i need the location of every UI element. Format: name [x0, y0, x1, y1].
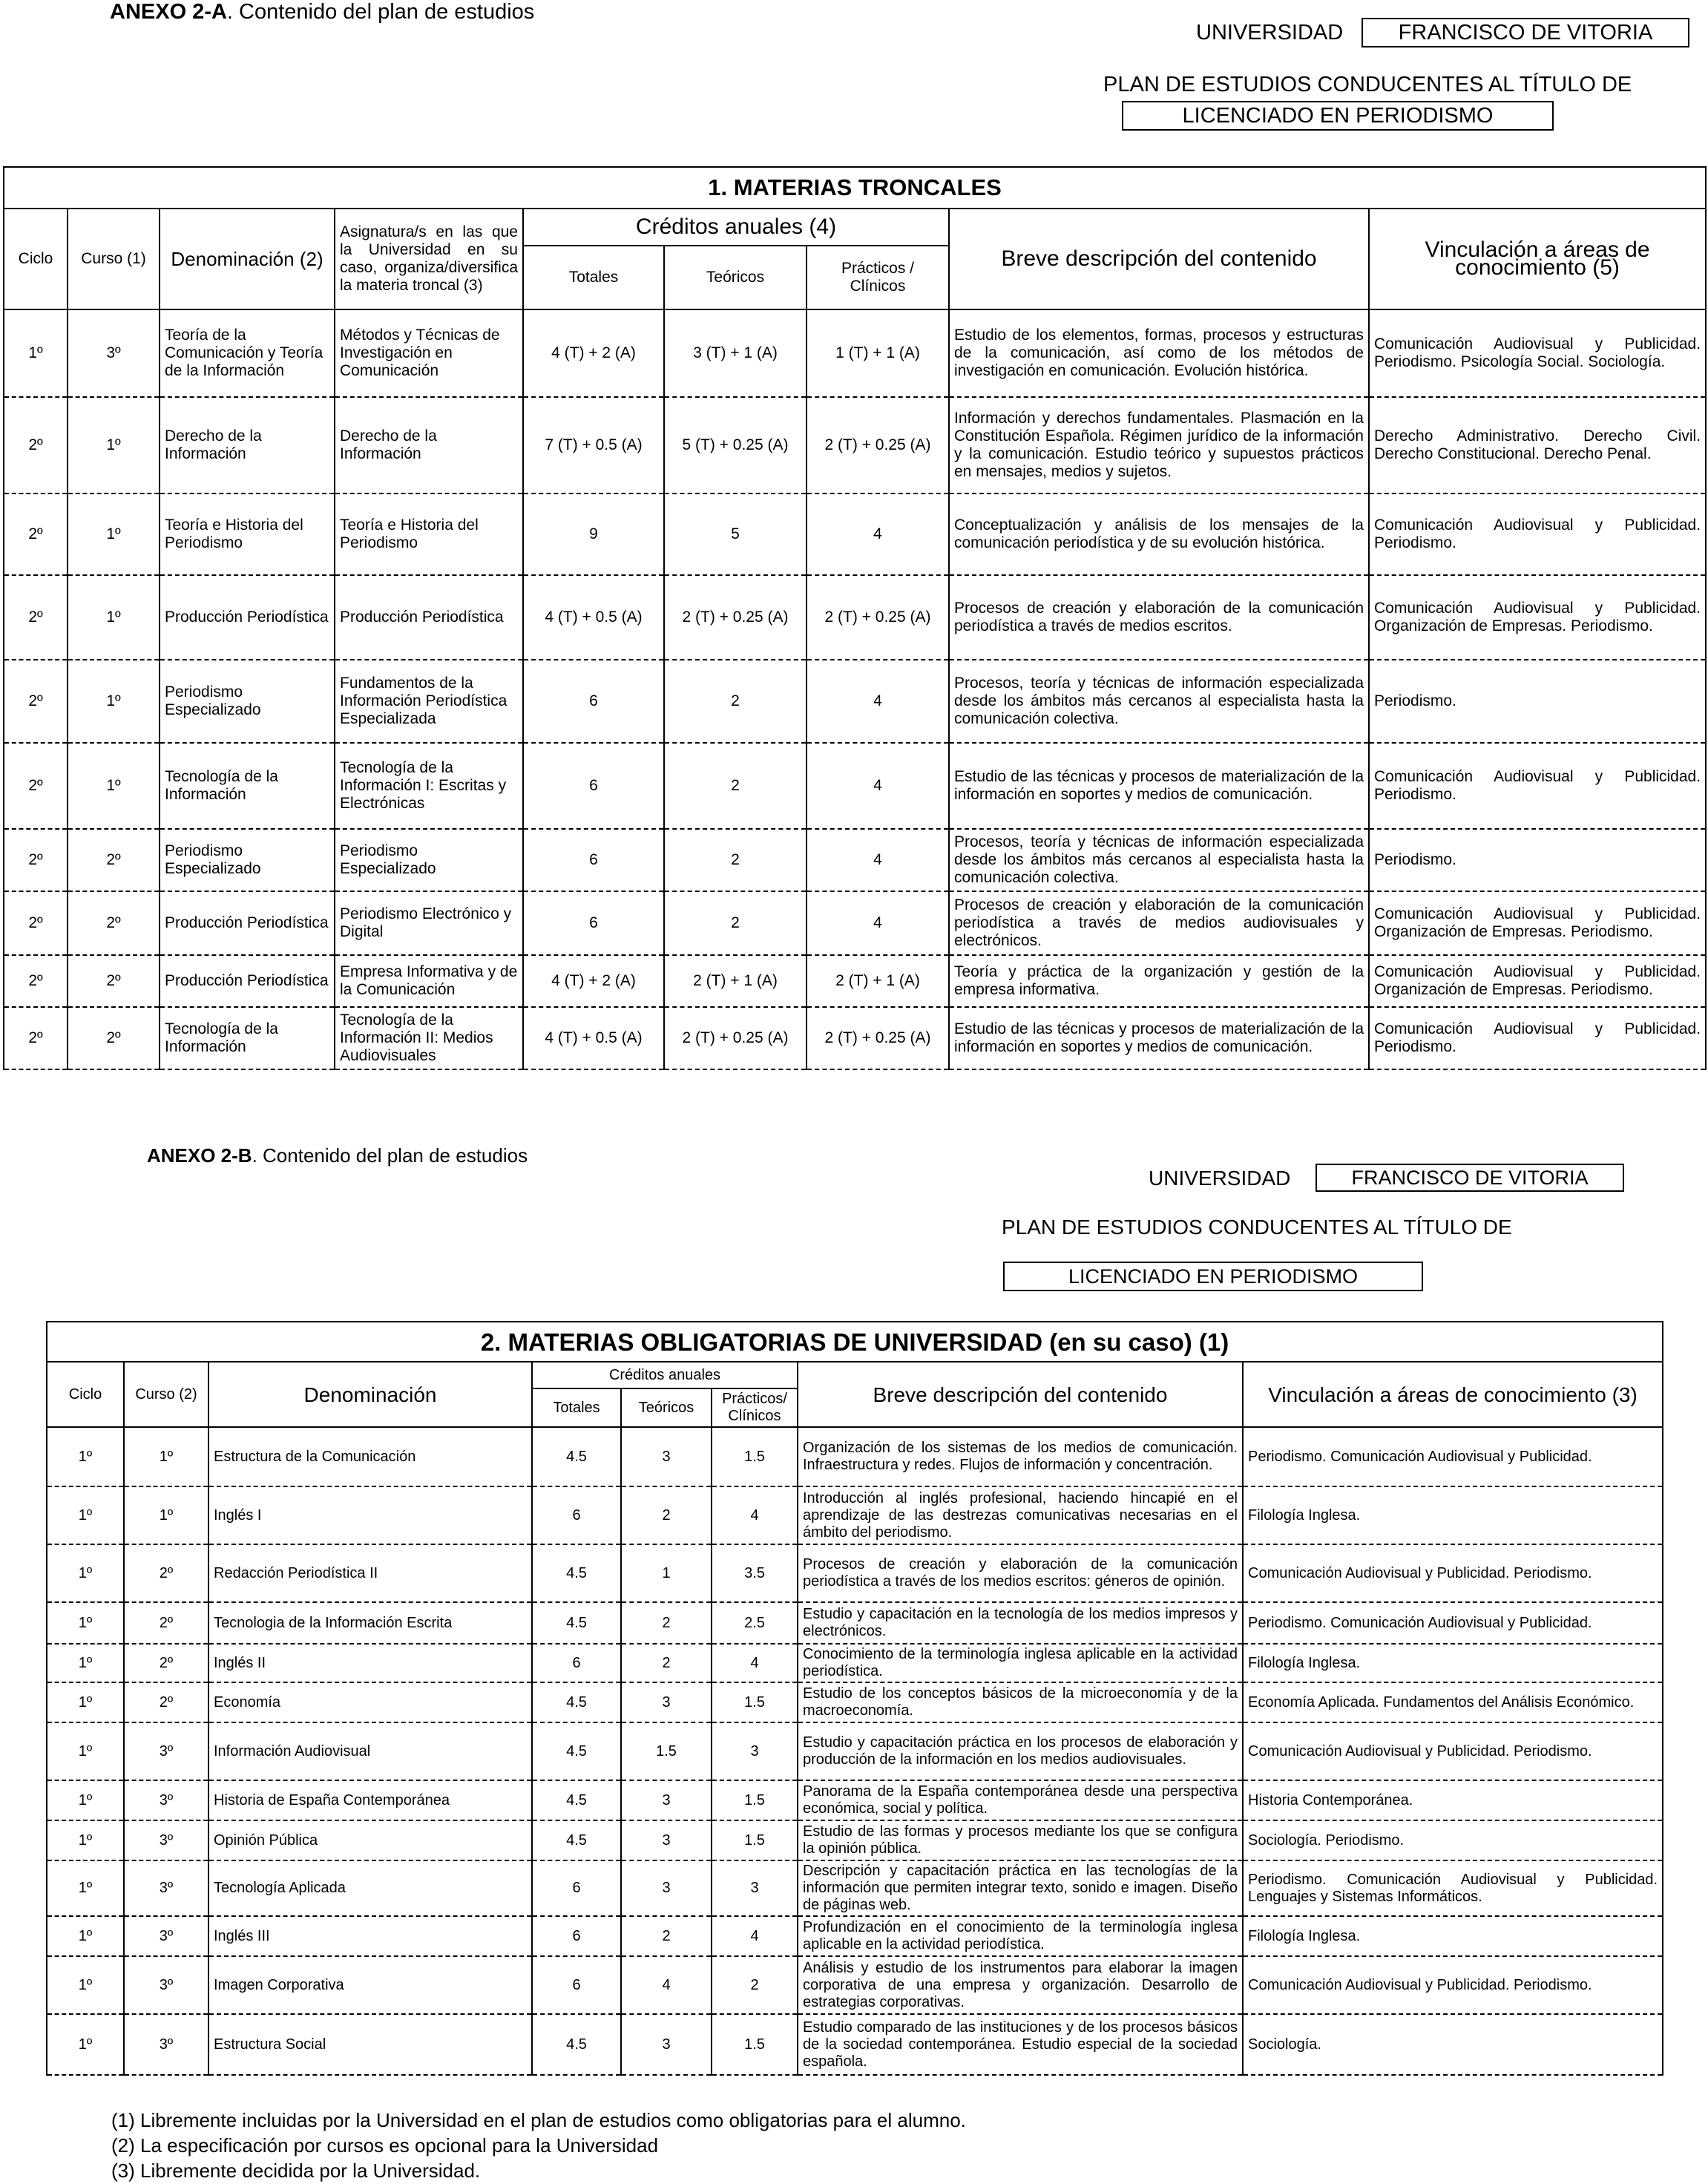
- cell-ciclo: 2º: [4, 743, 68, 829]
- table-row: [47, 1486, 1663, 1544]
- cell-denominacion: Producción Periodística: [160, 575, 335, 660]
- cell-ciclo: 2º: [4, 891, 68, 955]
- cell-practicos: 4: [807, 660, 949, 743]
- cell-denominacion: Producción Periodística: [160, 891, 335, 955]
- cell-ciclo: 1º: [47, 1644, 124, 1682]
- cell-asignatura: Tecnología de la Información II: Medios Audiovisuales: [335, 1007, 523, 1069]
- col-descripcion: Breve descripción del contenido: [949, 209, 1369, 309]
- table-row: [47, 1956, 1663, 2014]
- cell-practicos: 3: [712, 1860, 798, 1916]
- troncales-title: 1. MATERIAS TRONCALES: [4, 167, 1706, 209]
- cell-ciclo: 2º: [4, 660, 68, 743]
- cell-totales: 6: [532, 1916, 621, 1956]
- col-practicos: Prácticos / Clínicos: [807, 246, 949, 309]
- cell-teoricos: 3: [621, 1860, 712, 1916]
- cell-practicos: 4: [807, 493, 949, 575]
- cell-ciclo: 1º: [47, 1427, 124, 1486]
- cell-curso: 3º: [68, 309, 160, 397]
- cell-ciclo: 1º: [47, 1682, 124, 1722]
- cell-vinculacion: Comunicación Audiovisual y Publicidad. Organización de Empresas. Periodismo.: [1369, 575, 1706, 660]
- table-row: [4, 743, 1706, 829]
- cell-totales: 4.5: [532, 1682, 621, 1722]
- cell-practicos: 1 (T) + 1 (A): [807, 309, 949, 397]
- cell-practicos: 2: [712, 1956, 798, 2014]
- cell-ciclo: 2º: [4, 1007, 68, 1069]
- cell-descripcion: Procesos, teoría y técnicas de información especializada desde los ámbitos más cercanos al especialista hasta la comunicación colectiva.: [949, 660, 1369, 743]
- cell-totales: 6: [523, 891, 664, 955]
- col-vinculacion: Vinculación a áreas de conocimiento (5): [1369, 209, 1706, 309]
- cell-totales: 4.5: [532, 1544, 621, 1602]
- cell-totales: 4 (T) + 0.5 (A): [523, 1007, 664, 1069]
- cell-denominacion: Redacción Periodística II: [208, 1544, 532, 1602]
- table-row: [47, 1722, 1663, 1780]
- cell-practicos: 2 (T) + 0.25 (A): [807, 1007, 949, 1069]
- cell-teoricos: 3: [621, 1780, 712, 1820]
- annex-b-heading: ANEXO 2-B. Contenido del plan de estudios: [147, 1144, 528, 1167]
- cell-teoricos: 3: [621, 1820, 712, 1860]
- table-row: [47, 1682, 1663, 1722]
- col-vinculacion: Vinculación a áreas de conocimiento (3): [1243, 1362, 1663, 1427]
- cell-vinculacion: Comunicación Audiovisual y Publicidad. Periodismo.: [1243, 1956, 1663, 2014]
- troncales-table: [3, 166, 1707, 1070]
- cell-curso: 3º: [124, 2014, 208, 2075]
- cell-asignatura: Periodismo Electrónico y Digital: [335, 891, 523, 955]
- cell-totales: 6: [523, 660, 664, 743]
- cell-practicos: 4: [807, 891, 949, 955]
- col-totales: Totales: [523, 246, 664, 309]
- cell-denominacion: Inglés II: [208, 1644, 532, 1682]
- cell-ciclo: 2º: [4, 575, 68, 660]
- cell-asignatura: Teoría e Historia del Periodismo: [335, 493, 523, 575]
- cell-asignatura: Producción Periodística: [335, 575, 523, 660]
- cell-asignatura: Derecho de la Información: [335, 397, 523, 493]
- cell-denominacion: Opinión Pública: [208, 1820, 532, 1860]
- cell-teoricos: 2 (T) + 0.25 (A): [664, 1007, 807, 1069]
- col-creditos: Créditos anuales (4): [523, 209, 949, 246]
- cell-teoricos: 2: [664, 743, 807, 829]
- table-row: [4, 493, 1706, 575]
- cell-denominacion: Inglés III: [208, 1916, 532, 1956]
- col-teoricos: Teóricos: [621, 1388, 712, 1427]
- cell-practicos: 4: [712, 1644, 798, 1682]
- cell-descripcion: Análisis y estudio de los instrumentos para elaborar la imagen corporativa de una empresa y organización. Desarrollo de estrategias corporativas.: [798, 1956, 1243, 2014]
- footnote: (1) Libremente incluidas por la Universidad en el plan de estudios como obligatorias para el alumno.: [111, 2109, 966, 2131]
- cell-vinculacion: Periodismo. Comunicación Audiovisual y Publicidad.: [1243, 1602, 1663, 1644]
- cell-vinculacion: Comunicación Audiovisual y Publicidad. Periodismo.: [1243, 1722, 1663, 1780]
- cell-ciclo: 1º: [47, 1602, 124, 1644]
- cell-practicos: 2.5: [712, 1602, 798, 1644]
- table-row: [47, 1644, 1663, 1682]
- cell-totales: 4.5: [532, 1820, 621, 1860]
- cell-practicos: 3.5: [712, 1544, 798, 1602]
- cell-curso: 1º: [68, 743, 160, 829]
- table-row: [4, 309, 1706, 397]
- cell-teoricos: 2: [664, 891, 807, 955]
- cell-asignatura: Empresa Informativa y de la Comunicación: [335, 955, 523, 1007]
- cell-curso: 1º: [68, 493, 160, 575]
- cell-practicos: 1.5: [712, 1780, 798, 1820]
- cell-teoricos: 2: [621, 1916, 712, 1956]
- cell-ciclo: 1º: [47, 1916, 124, 1956]
- cell-ciclo: 1º: [47, 1820, 124, 1860]
- cell-curso: 2º: [124, 1602, 208, 1644]
- table-row: [47, 1780, 1663, 1820]
- footnote: (3) Libremente decidida por la Universidad.: [111, 2160, 481, 2182]
- cell-vinculacion: Periodismo.: [1369, 660, 1706, 743]
- cell-descripcion: Estudio de los conceptos básicos de la microeconomía y de la macroeconomía.: [798, 1682, 1243, 1722]
- cell-vinculacion: Sociología.: [1243, 2014, 1663, 2075]
- cell-totales: 6: [532, 1956, 621, 2014]
- cell-asignatura: Tecnología de la Información I: Escritas y Electrónicas: [335, 743, 523, 829]
- cell-denominacion: Estructura Social: [208, 2014, 532, 2075]
- footnotes: [111, 2108, 966, 2183]
- cell-curso: 2º: [68, 1007, 160, 1069]
- col-teoricos: Teóricos: [664, 246, 807, 309]
- col-ciclo: Ciclo: [47, 1362, 124, 1427]
- cell-descripcion: Conceptualización y análisis de los mensajes de la comunicación periodística y de su evolución histórica.: [949, 493, 1369, 575]
- cell-descripcion: Organización de los sistemas de los medios de comunicación. Infraestructura y redes. Flujos de información y concentración.: [798, 1427, 1243, 1486]
- cell-totales: 7 (T) + 0.5 (A): [523, 397, 664, 493]
- cell-curso: 2º: [68, 829, 160, 891]
- col-denominacion: Denominación (2): [160, 209, 335, 309]
- cell-ciclo: 2º: [4, 397, 68, 493]
- cell-vinculacion: Comunicación Audiovisual y Publicidad. Periodismo. Psicología Social. Sociología.: [1369, 309, 1706, 397]
- cell-curso: 1º: [124, 1486, 208, 1544]
- cell-totales: 6: [523, 743, 664, 829]
- footnote: (2) La especificación por cursos es opcional para la Universidad: [111, 2134, 659, 2157]
- cell-denominacion: Imagen Corporativa: [208, 1956, 532, 2014]
- cell-vinculacion: Sociología. Periodismo.: [1243, 1820, 1663, 1860]
- cell-descripcion: Procesos de creación y elaboración de la comunicación periodística a través de medios audiovisuales y electrónicos.: [949, 891, 1369, 955]
- cell-ciclo: 1º: [47, 1956, 124, 2014]
- cell-curso: 2º: [124, 1682, 208, 1722]
- cell-totales: 4 (T) + 0.5 (A): [523, 575, 664, 660]
- cell-practicos: 2 (T) + 0.25 (A): [807, 397, 949, 493]
- cell-vinculacion: Periodismo. Comunicación Audiovisual y Publicidad. Lenguajes y Sistemas Informáticos.: [1243, 1860, 1663, 1916]
- table-row: [4, 397, 1706, 493]
- cell-descripcion: Estudio de las formas y procesos mediante los que se configura la opinión pública.: [798, 1820, 1243, 1860]
- cell-practicos: 4: [807, 743, 949, 829]
- cell-curso: 3º: [124, 1860, 208, 1916]
- cell-totales: 6: [532, 1644, 621, 1682]
- table-row: [47, 1544, 1663, 1602]
- cell-vinculacion: Comunicación Audiovisual y Publicidad. Periodismo.: [1369, 493, 1706, 575]
- cell-teoricos: 3: [621, 1427, 712, 1486]
- cell-asignatura: Métodos y Técnicas de Investigación en Comunicación: [335, 309, 523, 397]
- cell-curso: 3º: [124, 1780, 208, 1820]
- cell-denominacion: Periodismo Especializado: [160, 660, 335, 743]
- cell-totales: 6: [532, 1860, 621, 1916]
- cell-curso: 3º: [124, 1820, 208, 1860]
- cell-denominacion: Tecnología Aplicada: [208, 1860, 532, 1916]
- cell-curso: 3º: [124, 1956, 208, 2014]
- table-row: [4, 660, 1706, 743]
- cell-ciclo: 1º: [47, 1860, 124, 1916]
- table-row: [4, 829, 1706, 891]
- cell-totales: 4.5: [532, 1722, 621, 1780]
- cell-vinculacion: Filología Inglesa.: [1243, 1644, 1663, 1682]
- cell-teoricos: 2: [621, 1486, 712, 1544]
- cell-denominacion: Economía: [208, 1682, 532, 1722]
- cell-practicos: 1.5: [712, 1427, 798, 1486]
- col-totales: Totales: [532, 1388, 621, 1427]
- cell-ciclo: 1º: [47, 1722, 124, 1780]
- cell-asignatura: Fundamentos de la Información Periodística Especializada: [335, 660, 523, 743]
- cell-teoricos: 2: [621, 1644, 712, 1682]
- cell-descripcion: Estudio de las técnicas y procesos de materialización de la información en soportes y medios de comunicación.: [949, 1007, 1369, 1069]
- cell-denominacion: Inglés I: [208, 1486, 532, 1544]
- col-practicos: Prácticos/ Clínicos: [712, 1388, 798, 1427]
- cell-teoricos: 2: [664, 660, 807, 743]
- cell-curso: 2º: [68, 891, 160, 955]
- cell-curso: 3º: [124, 1916, 208, 1956]
- table-row: [4, 1007, 1706, 1069]
- cell-descripcion: Estudio y capacitación en la tecnología de los medios impresos y electrónicos.: [798, 1602, 1243, 1644]
- cell-descripcion: Panorama de la España contemporánea desde una perspectiva económica, social y política.: [798, 1780, 1243, 1820]
- annex-a-heading: ANEXO 2-A. Contenido del plan de estudios: [110, 0, 535, 24]
- annex-a-degree: LICENCIADO EN PERIODISMO: [1122, 101, 1554, 131]
- table-row: [47, 1916, 1663, 1956]
- cell-descripcion: Profundización en el conocimiento de la terminología inglesa aplicable en la actividad periodística.: [798, 1916, 1243, 1956]
- cell-teoricos: 1: [621, 1544, 712, 1602]
- cell-practicos: 4: [712, 1916, 798, 1956]
- cell-vinculacion: Comunicación Audiovisual y Publicidad. Periodismo.: [1369, 1007, 1706, 1069]
- cell-denominacion: Periodismo Especializado: [160, 829, 335, 891]
- cell-vinculacion: Economía Aplicada. Fundamentos del Análisis Económico.: [1243, 1682, 1663, 1722]
- cell-vinculacion: Derecho Administrativo. Derecho Civil. Derecho Constitucional. Derecho Penal.: [1369, 397, 1706, 493]
- cell-curso: 1º: [68, 397, 160, 493]
- table-row: [4, 575, 1706, 660]
- cell-teoricos: 2 (T) + 0.25 (A): [664, 575, 807, 660]
- table-row: [4, 891, 1706, 955]
- cell-denominacion: Teoría de la Comunicación y Teoría de la Información: [160, 309, 335, 397]
- annex-b-university-label: UNIVERSIDAD: [1149, 1167, 1291, 1190]
- cell-totales: 4.5: [532, 1780, 621, 1820]
- cell-descripcion: Procesos de creación y elaboración de la comunicación periodística a través de los medios escritos: géneros de opinión.: [798, 1544, 1243, 1602]
- cell-denominacion: Tecnología de la Información: [160, 1007, 335, 1069]
- cell-teoricos: 5: [664, 493, 807, 575]
- cell-ciclo: 2º: [4, 829, 68, 891]
- table-row: [47, 2014, 1663, 2075]
- cell-practicos: 2 (T) + 1 (A): [807, 955, 949, 1007]
- table-row: [4, 955, 1706, 1007]
- cell-teoricos: 2: [621, 1602, 712, 1644]
- table-row: [47, 1820, 1663, 1860]
- cell-teoricos: 3: [621, 2014, 712, 2075]
- cell-vinculacion: Periodismo. Comunicación Audiovisual y Publicidad.: [1243, 1427, 1663, 1486]
- cell-totales: 6: [532, 1486, 621, 1544]
- cell-curso: 1º: [124, 1427, 208, 1486]
- cell-practicos: 1.5: [712, 1682, 798, 1722]
- cell-descripcion: Procesos, teoría y técnicas de información especializada desde los ámbitos más cercanos al especialista hasta la comunicación colectiva.: [949, 829, 1369, 891]
- cell-vinculacion: Comunicación Audiovisual y Publicidad. Periodismo.: [1369, 743, 1706, 829]
- cell-descripcion: Teoría y práctica de la organización y gestión de la empresa informativa.: [949, 955, 1369, 1007]
- col-asignatura: Asignatura/s en las que la Universidad en su caso, organiza/diversifica la materia troncal (3): [335, 209, 523, 309]
- cell-totales: 4.5: [532, 2014, 621, 2075]
- cell-totales: 4.5: [532, 1427, 621, 1486]
- cell-curso: 1º: [68, 660, 160, 743]
- table-row: [47, 1860, 1663, 1916]
- cell-ciclo: 1º: [47, 1486, 124, 1544]
- cell-denominacion: Derecho de la Información: [160, 397, 335, 493]
- cell-teoricos: 3: [621, 1682, 712, 1722]
- annex-a-university-name: FRANCISCO DE VITORIA: [1362, 18, 1689, 47]
- cell-ciclo: 1º: [47, 2014, 124, 2075]
- col-descripcion: Breve descripción del contenido: [798, 1362, 1243, 1427]
- annex-a-plan-label: PLAN DE ESTUDIOS CONDUCENTES AL TÍTULO DE: [1103, 73, 1632, 96]
- cell-ciclo: 1º: [47, 1544, 124, 1602]
- cell-totales: 9: [523, 493, 664, 575]
- col-creditos: Créditos anuales: [532, 1362, 798, 1388]
- col-ciclo: Ciclo: [4, 209, 68, 309]
- cell-denominacion: Historia de España Contemporánea: [208, 1780, 532, 1820]
- col-curso: Curso (2): [124, 1362, 208, 1427]
- cell-practicos: 2 (T) + 0.25 (A): [807, 575, 949, 660]
- col-denominacion: Denominación: [208, 1362, 532, 1427]
- cell-denominacion: Tecnología de la Información: [160, 743, 335, 829]
- cell-totales: 4.5: [532, 1602, 621, 1644]
- cell-vinculacion: Filología Inglesa.: [1243, 1486, 1663, 1544]
- cell-denominacion: Tecnologia de la Información Escrita: [208, 1602, 532, 1644]
- cell-practicos: 1.5: [712, 1820, 798, 1860]
- cell-teoricos: 3 (T) + 1 (A): [664, 309, 807, 397]
- cell-ciclo: 1º: [4, 309, 68, 397]
- annex-b-university-name: FRANCISCO DE VITORIA: [1316, 1164, 1624, 1192]
- cell-descripcion: Estudio comparado de las instituciones y de los procesos básicos de la sociedad contemporánea. Estudio especial de la sociedad española.: [798, 2014, 1243, 2075]
- cell-curso: 2º: [124, 1644, 208, 1682]
- cell-ciclo: 1º: [47, 1780, 124, 1820]
- obligatorias-title: 2. MATERIAS OBLIGATORIAS DE UNIVERSIDAD (en su caso) (1): [47, 1322, 1663, 1362]
- cell-ciclo: 2º: [4, 955, 68, 1007]
- annex-b-plan-label: PLAN DE ESTUDIOS CONDUCENTES AL TÍTULO DE: [1002, 1216, 1512, 1239]
- cell-totales: 4 (T) + 2 (A): [523, 309, 664, 397]
- col-curso: Curso (1): [68, 209, 160, 309]
- cell-vinculacion: Comunicación Audiovisual y Publicidad. Periodismo.: [1243, 1544, 1663, 1602]
- cell-teoricos: 2: [664, 829, 807, 891]
- cell-descripcion: Descripción y capacitación práctica en las tecnologías de la información que permiten integrar texto, sonido e imagen. Diseño de páginas web.: [798, 1860, 1243, 1916]
- cell-curso: 1º: [68, 575, 160, 660]
- cell-descripcion: Estudio y capacitación práctica en los procesos de elaboración y producción de la información en los medios audiovisuales.: [798, 1722, 1243, 1780]
- cell-practicos: 4: [807, 829, 949, 891]
- cell-totales: 4 (T) + 2 (A): [523, 955, 664, 1007]
- table-row: [47, 1427, 1663, 1486]
- cell-vinculacion: Historia Contemporánea.: [1243, 1780, 1663, 1820]
- cell-teoricos: 4: [621, 1956, 712, 2014]
- cell-descripcion: Estudio de los elementos, formas, procesos y estructuras de la comunicación, así como de los métodos de investigación en comunicación. Evolución histórica.: [949, 309, 1369, 397]
- cell-vinculacion: Periodismo.: [1369, 829, 1706, 891]
- cell-denominacion: Producción Periodística: [160, 955, 335, 1007]
- cell-vinculacion: Filología Inglesa.: [1243, 1916, 1663, 1956]
- annex-a-university-label: UNIVERSIDAD: [1196, 21, 1344, 45]
- cell-denominacion: Información Audiovisual: [208, 1722, 532, 1780]
- cell-teoricos: 5 (T) + 0.25 (A): [664, 397, 807, 493]
- cell-curso: 3º: [124, 1722, 208, 1780]
- cell-descripcion: Procesos de creación y elaboración de la comunicación periodística a través de medios escritos.: [949, 575, 1369, 660]
- cell-practicos: 1.5: [712, 2014, 798, 2075]
- cell-curso: 2º: [68, 955, 160, 1007]
- cell-teoricos: 1.5: [621, 1722, 712, 1780]
- cell-teoricos: 2 (T) + 1 (A): [664, 955, 807, 1007]
- cell-vinculacion: Comunicación Audiovisual y Publicidad. Organización de Empresas. Periodismo.: [1369, 955, 1706, 1007]
- cell-descripcion: Conocimiento de la terminología inglesa aplicable en la actividad periodística.: [798, 1644, 1243, 1682]
- cell-descripcion: Estudio de las técnicas y procesos de materialización de la información en soportes y medios de comunicación.: [949, 743, 1369, 829]
- cell-totales: 6: [523, 829, 664, 891]
- cell-asignatura: Periodismo Especializado: [335, 829, 523, 891]
- cell-practicos: 3: [712, 1722, 798, 1780]
- cell-descripcion: Información y derechos fundamentales. Plasmación en la Constitución Española. Régimen jurídico de la información y la comunicación. Estudio teórico y supuestos prácticos en mensajes, medios y sujetos.: [949, 397, 1369, 493]
- table-row: [47, 1602, 1663, 1644]
- cell-denominacion: Teoría e Historia del Periodismo: [160, 493, 335, 575]
- cell-practicos: 4: [712, 1486, 798, 1544]
- cell-descripcion: Introducción al inglés profesional, haciendo hincapié en el aprendizaje de las destrezas comunicativas necesarias en el ámbito del periodismo.: [798, 1486, 1243, 1544]
- annex-b-degree: LICENCIADO EN PERIODISMO: [1003, 1262, 1423, 1291]
- cell-denominacion: Estructura de la Comunicación: [208, 1427, 532, 1486]
- cell-ciclo: 2º: [4, 493, 68, 575]
- cell-curso: 2º: [124, 1544, 208, 1602]
- cell-vinculacion: Comunicación Audiovisual y Publicidad. Organización de Empresas. Periodismo.: [1369, 891, 1706, 955]
- obligatorias-table: [46, 1321, 1663, 2076]
